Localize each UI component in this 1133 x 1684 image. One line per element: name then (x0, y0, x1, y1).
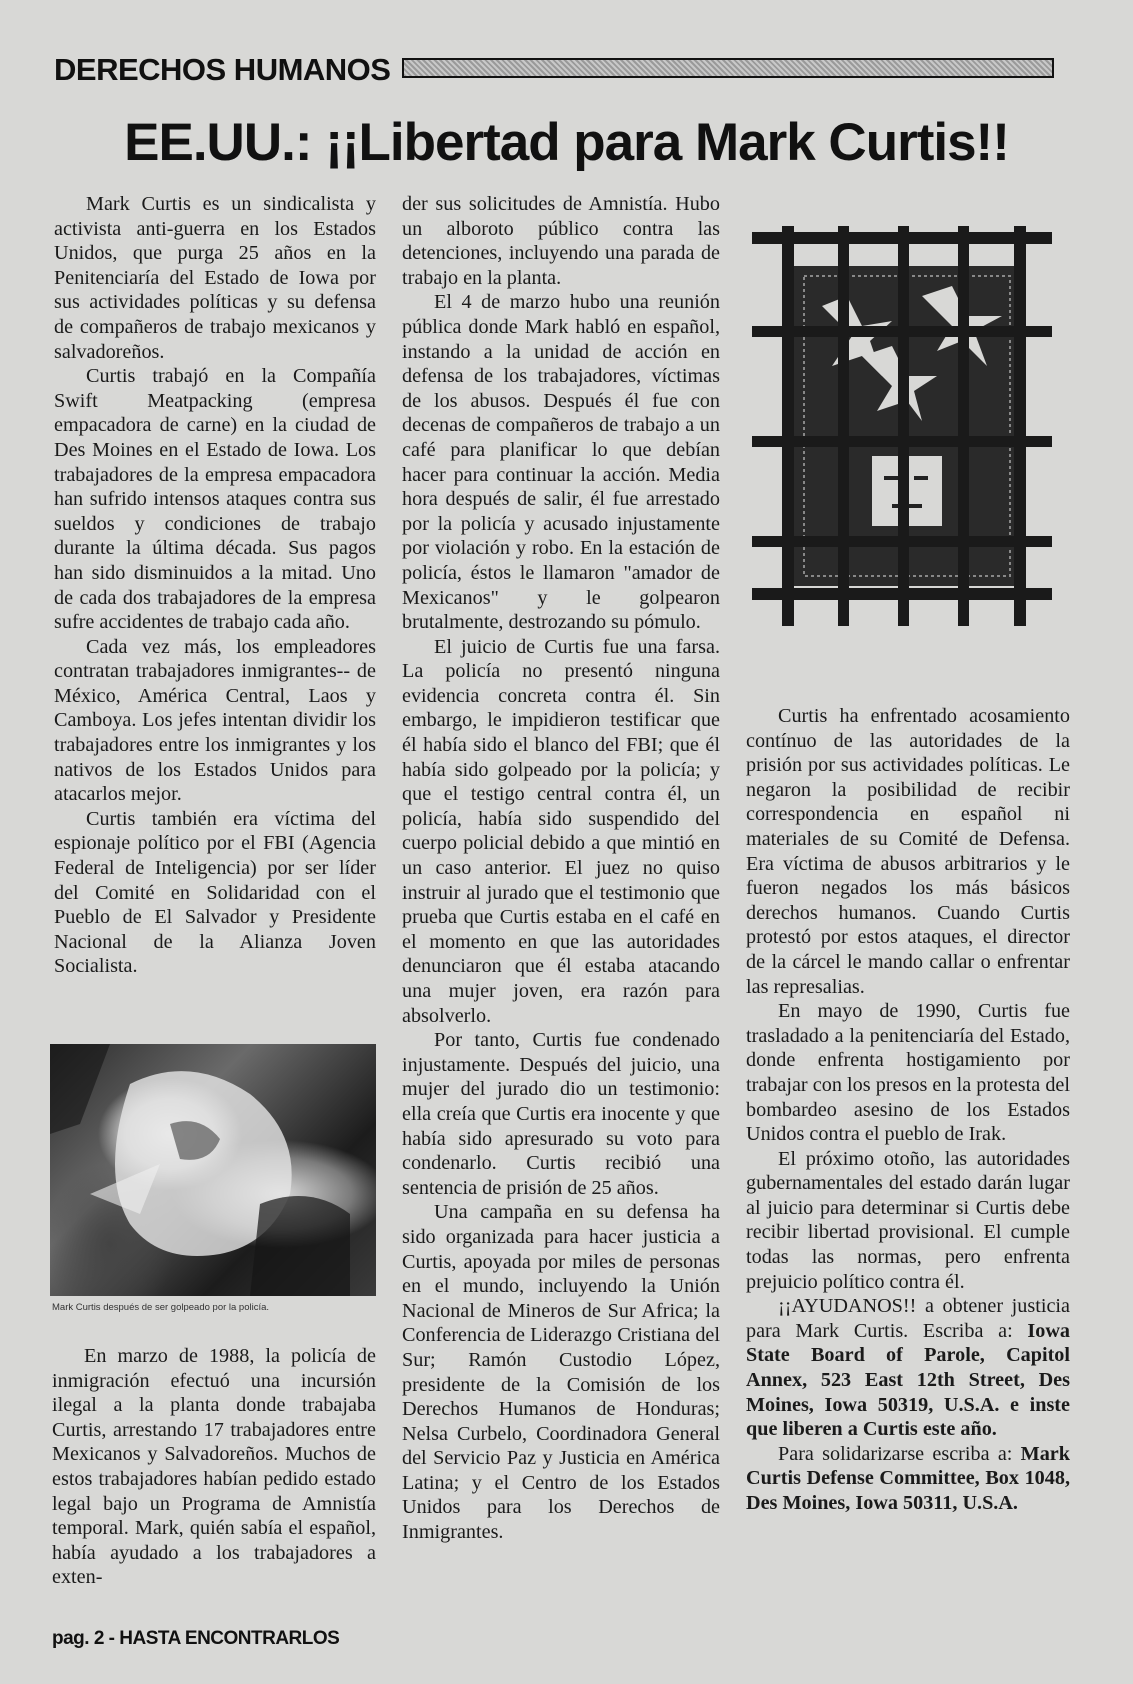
paragraph: El próximo otoño, las autoridades gubernamentales del estado darán lugar al juicio para determinar si Curtis debe recibir libertad provisional. El cumple todas las normas, pero enfrenta prejuicio político contra él. (746, 1147, 1070, 1293)
paragraph: Mark Curtis es un sindicalista y activista anti-guerra en los Estados Unidos, que purga 25 años en la Penitenciaría del Estado de Iowa por sus actividades políticas y su defensa de compañeros de trabajo mexicanos y salvadoreños. (54, 193, 376, 363)
mark-curtis-photo (50, 1044, 376, 1296)
paragraph: Por tanto, Curtis fue condenado injustamente. Después del juicio, una mujer del jurado dio un testimonio: ella creía que Curtis era inocente y que había sido apresurado su voto para condenarlo. Curtis recibió una sentencia de prisión de 25 años. (402, 1029, 720, 1199)
call-to-action (746, 1294, 1070, 1442)
column-1-continued (52, 1344, 376, 1590)
column-1 (54, 192, 376, 979)
section-header (54, 50, 1054, 92)
prisoner-behind-bars-icon (752, 226, 1064, 642)
section-rule (402, 58, 1054, 78)
photo-image (50, 1044, 376, 1296)
paragraph: El 4 de marzo hubo una reunión pública donde Mark habló en español, instando a la unidad de acción en defensa de los trabajadores, víctimas de los abusos. Después él fue con decenas de compañeros de trabajo a un café para planificar lo que debían hacer para continuar la acción. Media hora después de salir, él fue arrestado por la policía y acusado injustamente por violación y robo. En la estación de policía, éstos le llamaron "amador de Mexicanos" y le golpearon brutalmente, destrozando su pómulo. (402, 291, 720, 634)
paragraph: En mayo de 1990, Curtis fue trasladado a la penitenciaría del Estado, donde enfrenta hostigamiento por trabajar con los presos en la protesta del bombardeo asesino de los Estados Unidos contra el pueblo de Irak. (746, 1000, 1070, 1146)
paragraph: El juicio de Curtis fue una farsa. La policía no presentó ninguna evidencia concreta contra él. Sin embargo, le impidieron testificar que él había sido el blanco del FBI; que él había sido golpeado por la policía; y que el testigo central contra él, un policía, había sido suspendido del cuerpo policial debido a que mintió en un caso anterior. El juez no quiso instruir al jurado que el testimonio que prueba que Curtis estaba en el café en el momento en que las autoridades denunciaron que él estaba atacando una mujer joven, era razón para absolverlo. (402, 635, 720, 1027)
paragraph: Cada vez más, los empleadores contratan trabajadores inmigrantes-- de México, América Central, Laos y Camboya. Los jefes intentan dividir los trabajadores entre los inmigrantes y los nativos de los Estados Unidos para atacarlos mejor. (54, 635, 376, 806)
paragraph: der sus solicitudes de Amnistía. Hubo un alboroto público contra las detenciones, incluyendo una parada de trabajo en la planta. (402, 193, 720, 289)
defense-committee-address: Mark Curtis Defense Committee, Box 1048, Des Moines, Iowa 50311, U.S.A. (746, 1442, 1070, 1514)
paragraph: En marzo de 1988, la policía de inmigración efectuó una incursión ilegal a la planta donde trabajaba Curtis, arrestando 17 trabajadores entre Mexicanos y Salvadoreños. Muchos de estos trabajadores habían pedido estado legal bajo un Programa de Amnistía temporal. Mark, quién sabía el español, había ayudado a los trabajadores a exten- (52, 1345, 376, 1589)
solidarity-note (746, 1442, 1070, 1516)
section-title: DERECHOS HUMANOS (54, 52, 391, 87)
article-headline: EE.UU.: ¡¡Libertad para Mark Curtis!! (124, 113, 1009, 172)
page-footer: pag. 2 - HASTA ENCONTRARLOS (52, 1628, 340, 1649)
paragraph: Curtis también era víctima del espionaje político por el FBI (Agencia Federal de Inteligencia) por ser líder del Comité en Solidaridad con el Pueblo de El Salvador y Presidente Nacional de la Alianza Joven Socialista. (54, 807, 376, 978)
solidarity-text: Para solidarizarse escriba a: (778, 1442, 1021, 1465)
photo-caption: Mark Curtis después de ser golpeado por la policía. (52, 1302, 270, 1313)
call-to-action-text: ¡¡AYUDANOS!! a obtener justicia para Mark Curtis. Escriba a: (746, 1295, 1070, 1342)
prison-bars-illustration (752, 226, 1064, 642)
column-2 (402, 192, 720, 1545)
paragraph: Curtis ha enfrentado acosamiento contínuo de las autoridades de la prisión por sus actividades políticas. Le negaron la posibilidad de recibir correspondencia en español ni materiales de su Comité de Defensa. Era víctima de abusos arbitrarios y le fueron negados los más básicos derechos humanos. Cuando Curtis protestó por estos ataques, el director de la cárcel le mando callar o enfrentar las represalias. (746, 705, 1070, 998)
column-3 (746, 704, 1070, 1516)
paragraph: Curtis trabajó en la Compañía Swift Meatpacking (empresa empacadora de carne) en la ciudad de Des Moines en el Estado de Iowa. Los trabajadores de la empresa empacadora han sufrido intensos ataques contra sus sueldos y condiciones de trabajo durante la última década. Sus pagos han sido disminuidos a la mitad. Uno de cada dos trabajadores de la empresa sufre accidentes de trabajo cada año. (54, 365, 376, 634)
paragraph: Una campaña en su defensa ha sido organizada para hacer justicia a Curtis, apoyada por miles de personas en el mundo, incluyendo la Unión Nacional de Mineros de Sur Africa; la Conferencia de Liderazgo Cristiana del Sur; Ramón Custodio López, presidente de la Comisión de los Derechos Humanos de Honduras; Nelsa Curbelo, Coordinadora General del Servicio Paz y Justicia en América Latina; y el Centro de los Estados Unidos para los Derechos de Inmigrantes. (402, 1201, 720, 1544)
parole-board-address: Iowa State Board of Parole, Capitol Annex, 523 East 12th Street, Des Moines, Iowa 50319, U.S.A. e inste que liberen a Curtis este año. (746, 1319, 1070, 1441)
